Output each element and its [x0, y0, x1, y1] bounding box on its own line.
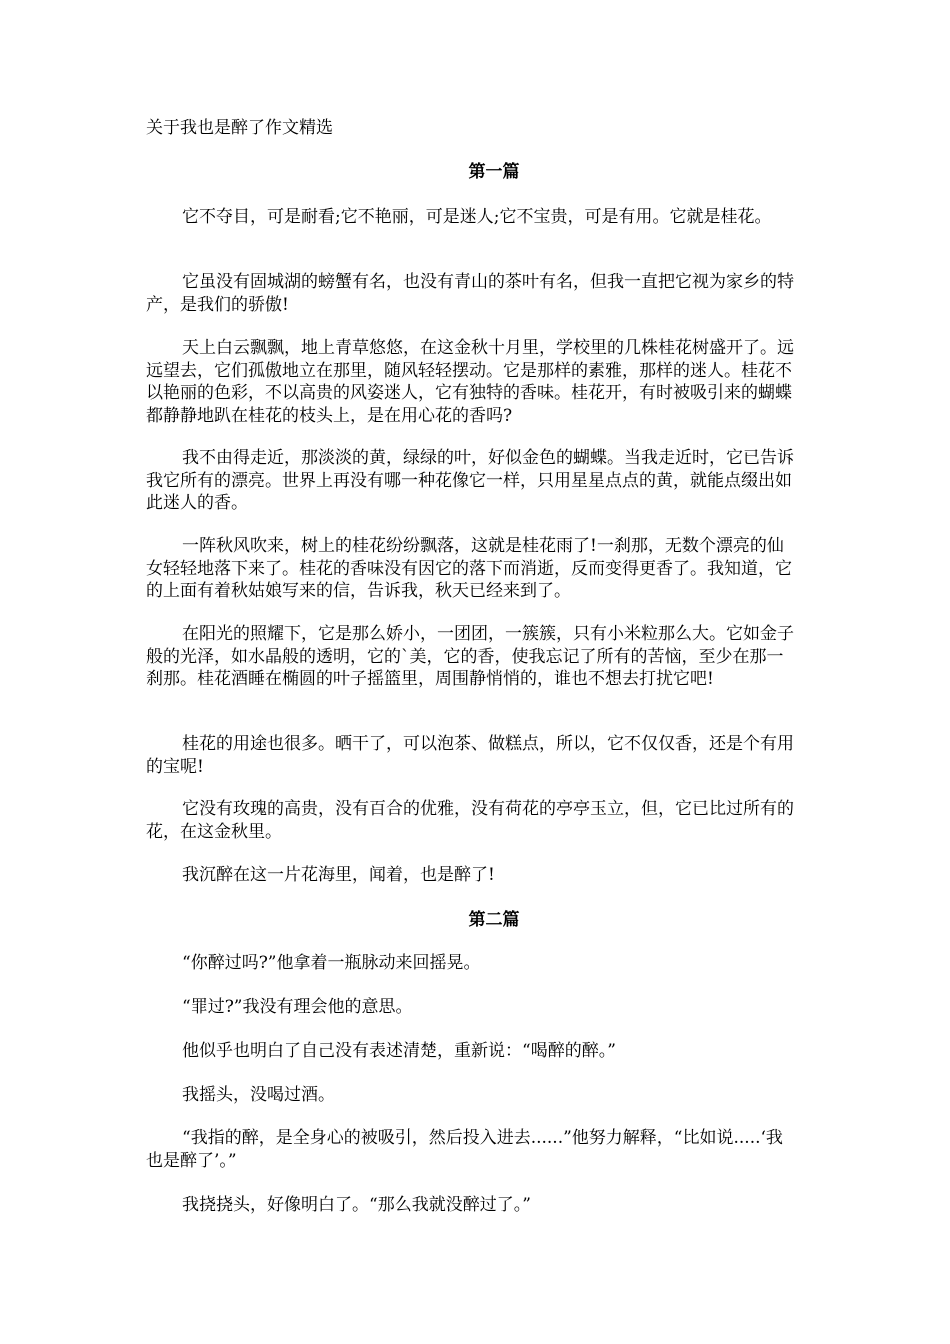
paragraph: 我沉醉在这一片花海里，闻着，也是醉了!	[182, 865, 495, 885]
paragraph: 一阵秋风吹来，树上的桂花纷纷飘落，这就是桂花雨了!一刹那，无数个漂亮的仙女轻轻地落下来了。桂花的香味没有因它的落下而消逝，反而变得更香了。我知道，它的上面有着秋姑娘写来的信，告诉我，秋天已经来到了。	[146, 536, 792, 601]
paragraph: 它不夺目，可是耐看;它不艳丽，可是迷人;它不宝贵，可是有用。它就是桂花。	[182, 207, 772, 227]
paragraph: 我不由得走近，那淡淡的黄，绿绿的叶，好似金色的蝴蝶。当我走近时，它已告诉我它所有的漂亮。世界上再没有哪一种花像它一样，只用星星点点的黄，就能点缀出如此迷人的香。	[146, 448, 794, 513]
paragraph: “我指的醉，是全身心的被吸引，然后投入进去......”他努力解释，“比如说.....‘我也是醉了’。”	[146, 1128, 783, 1171]
section-heading-1: 第一篇	[468, 162, 520, 182]
paragraph: 它虽没有固城湖的螃蟹有名，也没有青山的茶叶有名，但我一直把它视为家乡的特产，是我们的骄傲!	[146, 272, 794, 315]
document-title: 关于我也是醉了作文精选	[146, 118, 333, 138]
paragraph: “你醉过吗?”他拿着一瓶脉动来回摇晃。	[182, 953, 481, 973]
paragraph: 我挠挠头，好像明白了。“那么我就没醉过了。”	[182, 1195, 531, 1215]
paragraph: 我摇头，没喝过酒。	[182, 1085, 335, 1105]
section-heading-2: 第二篇	[468, 910, 520, 930]
paragraph: “罪过?”我没有理会他的意思。	[182, 997, 413, 1017]
paragraph: 它没有玫瑰的高贵，没有百合的优雅，没有荷花的亭亭玉立，但，它已比过所有的花，在这金秋里。	[146, 799, 794, 842]
paragraph: 天上白云飘飘，地上青草悠悠，在这金秋十月里，学校里的几株桂花树盛开了。远远望去，它们孤傲地立在那里，随风轻轻摆动。它是那样的素雅，那样的迷人。桂花不以艳丽的色彩，不以高贵的风姿迷人，它有独特的香味。桂花开，有时被吸引来的蝴蝶都静静地趴在桂花的枝头上，是在用心花的香吗?	[146, 338, 794, 426]
paragraph: 桂花的用途也很多。晒干了，可以泡茶、做糕点，所以，它不仅仅香，还是个有用的宝呢!	[146, 734, 794, 777]
paragraph: 他似乎也明白了自己没有表述清楚，重新说：“喝醉的醉。”	[182, 1041, 616, 1061]
paragraph: 在阳光的照耀下，它是那么娇小，一团团，一簇簇，只有小米粒那么大。它如金子般的光泽，如水晶般的透明，它的`美，它的香，使我忘记了所有的苦恼，至少在那一刹那。桂花酒睡在椭圆的叶子摇篮里，周围静悄悄的，谁也不想去打扰它吧!	[146, 624, 794, 689]
